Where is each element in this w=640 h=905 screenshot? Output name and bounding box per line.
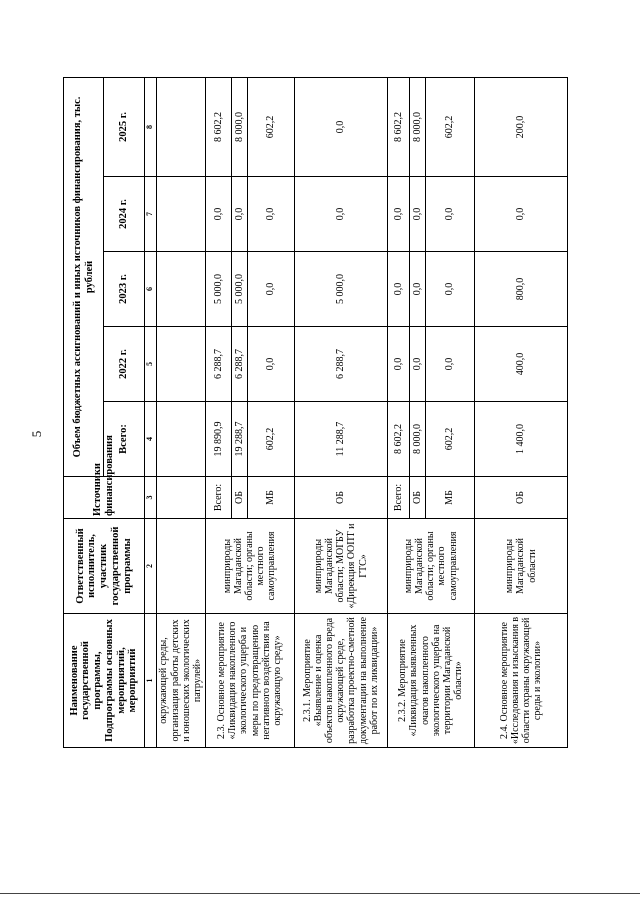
col-number: 5 bbox=[144, 327, 156, 402]
col-number: 3 bbox=[144, 477, 156, 519]
row-total: 602,2 bbox=[426, 402, 475, 477]
row-total: 19 890,9 bbox=[205, 402, 231, 477]
header-responsible: Ответственный исполнитель, участник государственной программы bbox=[64, 519, 145, 614]
row-responsible: минприроды Магаданской области; органы местного самоуправления bbox=[205, 519, 294, 614]
table-row bbox=[205, 77, 231, 747]
rotated-table-container bbox=[63, 78, 568, 748]
row-source bbox=[157, 477, 206, 519]
row-2025: 602,2 bbox=[426, 77, 475, 176]
table-row bbox=[157, 77, 206, 747]
row-2022: 0,0 bbox=[387, 327, 409, 402]
scan-bottom-edge bbox=[0, 893, 640, 894]
row-2023: 0,0 bbox=[410, 252, 426, 327]
header-source: Источники финансирования bbox=[64, 477, 145, 519]
row-total: 11 288,7 bbox=[294, 402, 387, 477]
row-2024: 0,0 bbox=[231, 177, 247, 252]
row-2025 bbox=[157, 77, 206, 176]
row-2022: 0,0 bbox=[410, 327, 426, 402]
row-2024 bbox=[157, 177, 206, 252]
row-source: МБ bbox=[426, 477, 475, 519]
row-total bbox=[157, 402, 206, 477]
row-source: ОБ bbox=[410, 477, 426, 519]
row-2025: 8 000,0 bbox=[231, 77, 247, 176]
row-2023 bbox=[157, 252, 206, 327]
row-name: 2.4. Основное мероприятие «Исследования и изыскания в области охраны окружающей среды и экологии» bbox=[474, 614, 567, 748]
header-2022: 2022 г. bbox=[104, 327, 144, 402]
row-source: Всего: bbox=[205, 477, 231, 519]
row-2024: 0,0 bbox=[387, 177, 409, 252]
col-number: 1 bbox=[144, 614, 156, 748]
row-name: окружающей среды, организация работы детских и юношеских экологических патрулей» bbox=[157, 614, 206, 748]
row-total: 8 602,2 bbox=[387, 402, 409, 477]
page-number: 5 bbox=[29, 430, 44, 438]
col-number: 2 bbox=[144, 519, 156, 614]
row-name: 2.3.1. Мероприятие «Выявление и оценка объектов накопленного вреда окружающей среде, разработка проектно-сметной документации на выполнение работ по их ликвидации» bbox=[294, 614, 387, 748]
row-2023: 0,0 bbox=[248, 252, 295, 327]
row-2022: 0,0 bbox=[426, 327, 475, 402]
col-number: 8 bbox=[144, 77, 156, 176]
table-row bbox=[294, 77, 387, 747]
row-2025: 200,0 bbox=[474, 77, 567, 176]
row-2022: 6 288,7 bbox=[205, 327, 231, 402]
col-number: 4 bbox=[144, 402, 156, 477]
row-responsible: минприроды Магаданской области bbox=[474, 519, 567, 614]
row-2023: 5 000,0 bbox=[294, 252, 387, 327]
header-2023: 2023 г. bbox=[104, 252, 144, 327]
row-2025: 0,0 bbox=[294, 77, 387, 176]
row-2024: 0,0 bbox=[426, 177, 475, 252]
row-responsible: минприроды Магаданской области; МОГБУ «Дирекция ООПТ и ГТС» bbox=[294, 519, 387, 614]
row-2022: 6 288,7 bbox=[294, 327, 387, 402]
row-2025: 8 000,0 bbox=[410, 77, 426, 176]
row-2022: 400,0 bbox=[474, 327, 567, 402]
row-2025: 602,2 bbox=[248, 77, 295, 176]
row-source: ОБ bbox=[474, 477, 567, 519]
row-2024: 0,0 bbox=[410, 177, 426, 252]
row-source: ОБ bbox=[231, 477, 247, 519]
row-2024: 0,0 bbox=[248, 177, 295, 252]
row-total: 8 000,0 bbox=[410, 402, 426, 477]
row-2024: 0,0 bbox=[474, 177, 567, 252]
row-2022: 0,0 bbox=[248, 327, 295, 402]
row-2023: 5 000,0 bbox=[205, 252, 231, 327]
row-responsible bbox=[157, 519, 206, 614]
col-number: 6 bbox=[144, 252, 156, 327]
row-name: 2.3.2. Мероприятие «Ликвидация выявленных очагов накопленного экологического ущерба на территории Магаданской области» bbox=[387, 614, 474, 748]
row-source: МБ bbox=[248, 477, 295, 519]
row-2022: 6 288,7 bbox=[231, 327, 247, 402]
row-2025: 8 602,2 bbox=[205, 77, 231, 176]
row-source: ОБ bbox=[294, 477, 387, 519]
row-name: 2.3. Основное мероприятие «Ликвидация накопленного экологического ущерба и меры по предотвращению негативного воздействия на окружающую среду» bbox=[205, 614, 294, 748]
col-number: 7 bbox=[144, 177, 156, 252]
table-row bbox=[387, 77, 409, 747]
row-source: Всего: bbox=[387, 477, 409, 519]
row-2024: 0,0 bbox=[205, 177, 231, 252]
row-2022 bbox=[157, 327, 206, 402]
row-2025: 8 602,2 bbox=[387, 77, 409, 176]
row-2023: 0,0 bbox=[426, 252, 475, 327]
table-row bbox=[474, 77, 567, 747]
row-responsible: минприроды Магаданской области; органы местного самоуправления bbox=[387, 519, 474, 614]
row-total: 19 288,7 bbox=[231, 402, 247, 477]
header-name: Наименование государственной программы, Подпрограммы основных мероприятий, мероприятий bbox=[64, 614, 145, 748]
row-2023: 800,0 bbox=[474, 252, 567, 327]
header-2025: 2025 г. bbox=[104, 77, 144, 176]
row-total: 602,2 bbox=[248, 402, 295, 477]
budget-table bbox=[63, 77, 568, 748]
row-2024: 0,0 bbox=[294, 177, 387, 252]
header-total: Всего: bbox=[104, 402, 144, 477]
header-volume: Объем бюджетных ассигнований и иных источников финансирования, тыс. рублей bbox=[64, 77, 104, 476]
row-total: 1 400,0 bbox=[474, 402, 567, 477]
header-2024: 2024 г. bbox=[104, 177, 144, 252]
row-2023: 0,0 bbox=[387, 252, 409, 327]
row-2023: 5 000,0 bbox=[231, 252, 247, 327]
